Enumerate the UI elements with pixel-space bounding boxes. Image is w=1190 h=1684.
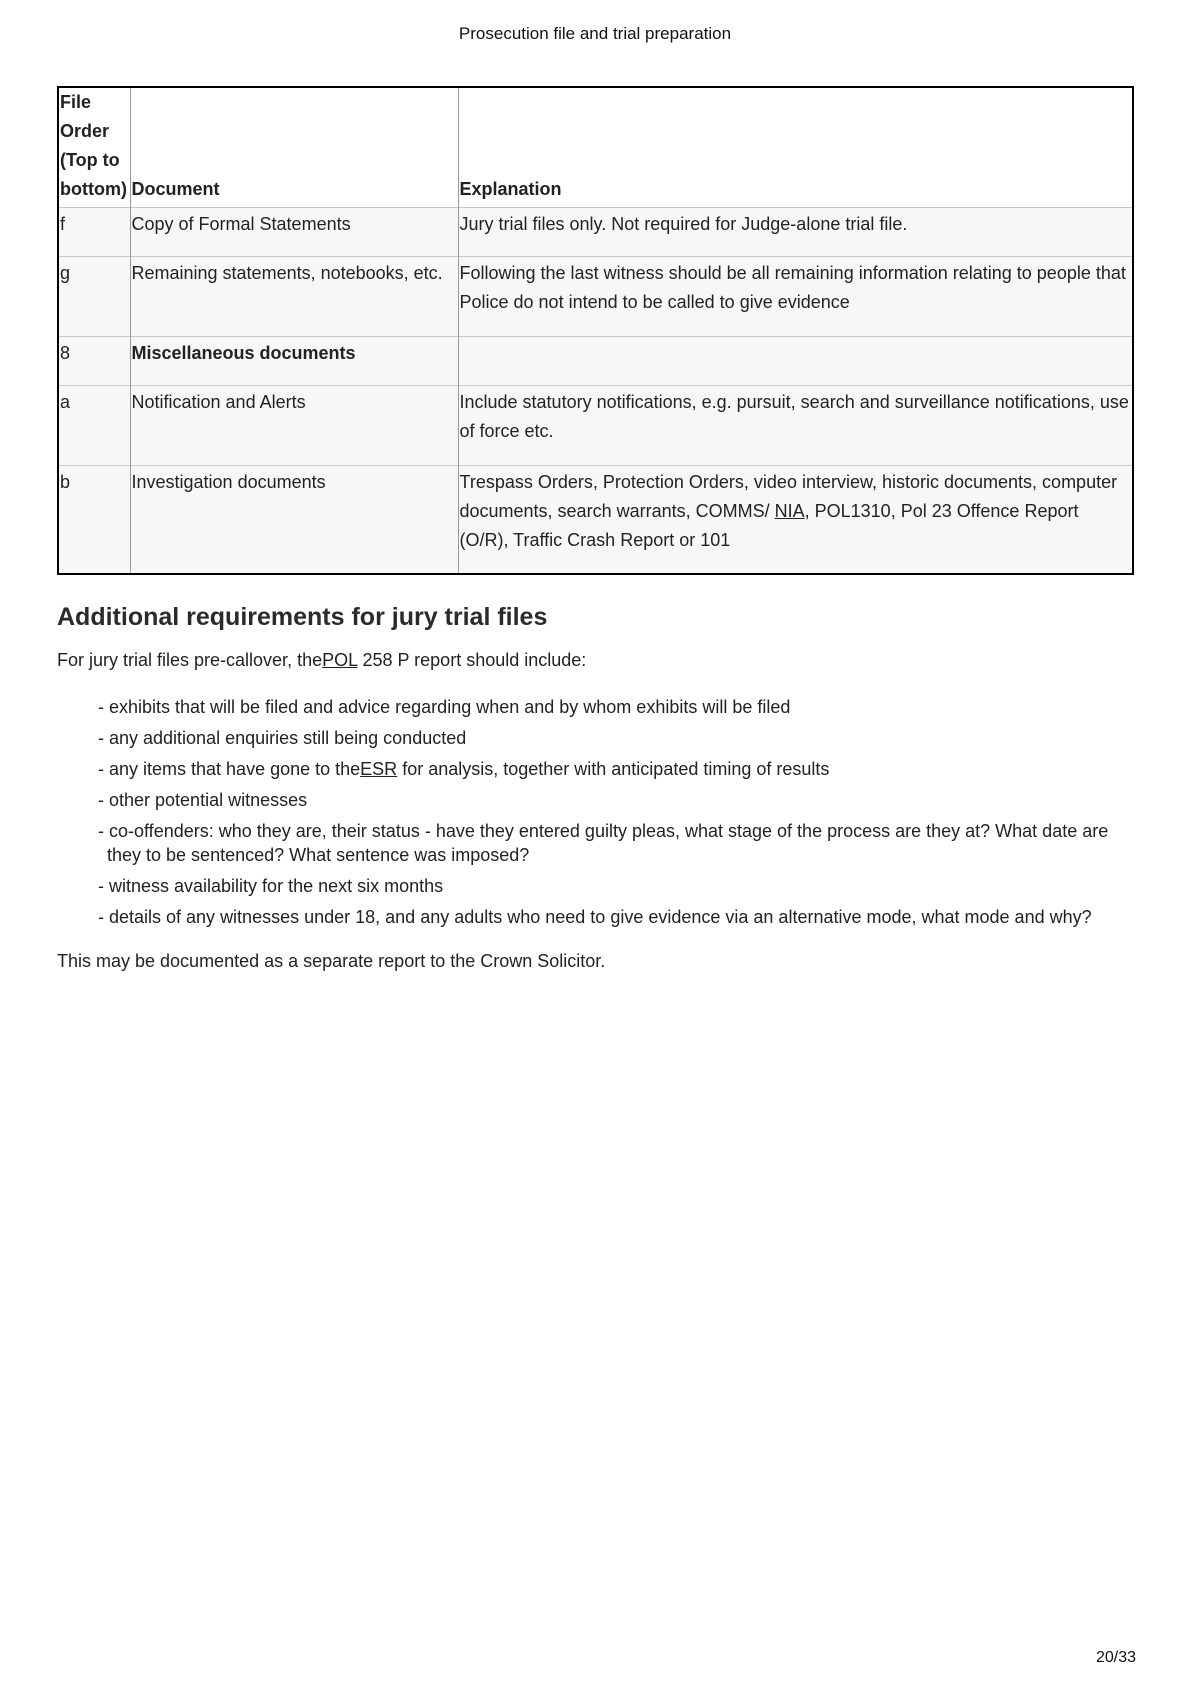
list-item-text: for analysis, together with anticipated timing of results [397, 759, 830, 779]
table-row [58, 337, 1133, 386]
document-cell: Remaining statements, notebooks, etc. [130, 257, 458, 337]
list-item: - details of any witnesses under 18, and any adults who need to give evidence via an alternative mode, what mode and why? [98, 907, 1092, 927]
list-item [98, 757, 1128, 781]
list-item: - other potential witnesses [98, 790, 308, 810]
column-header-document: Document [130, 87, 458, 208]
table-header-row [58, 87, 1133, 208]
table-row [58, 257, 1133, 337]
table-row [58, 208, 1133, 257]
page-number: 20/33 [1095, 1649, 1136, 1666]
intro-paragraph [57, 650, 586, 671]
list-item: - witness availability for the next six months [98, 876, 444, 896]
order-cell: 8 [58, 337, 130, 386]
document-cell: Investigation documents [130, 466, 458, 575]
closing-paragraph: This may be documented as a separate report to the Crown Solicitor. [57, 951, 606, 971]
explanation-cell [458, 337, 1133, 386]
list-item: - any additional enquiries still being conducted [98, 728, 467, 748]
explanation-cell: Following the last witness should be all remaining information relating to people that Police do not intend to be called to give evidence [458, 257, 1133, 337]
file-order-table [57, 86, 1134, 575]
document-cell: Copy of Formal Statements [130, 208, 458, 257]
column-header-file-order: File Order (Top to bottom) [58, 87, 130, 208]
intro-text: For jury trial files pre-callover, the [57, 650, 323, 670]
page-header: Prosecution file and trial preparation [458, 24, 732, 43]
intro-text: 258 P report should include: [357, 650, 587, 670]
esr-link[interactable]: ESR [360, 759, 398, 779]
document-cell: Miscellaneous documents [130, 337, 458, 386]
requirements-list [98, 695, 1128, 936]
section-heading: Additional requirements for jury trial files [57, 603, 548, 631]
order-cell: b [58, 466, 130, 575]
explanation-text: Trespass Orders, Protection Orders, video interview, historic documents, computer documents, search warrants, COMMS/ [459, 472, 1118, 521]
list-item: - exhibits that will be filed and advice regarding when and by whom exhibits will be filed [98, 697, 791, 717]
explanation-cell [458, 466, 1133, 575]
explanation-text: , POL1310, Pol 23 Offence Report (O/R), Traffic Crash Report or 101 [459, 501, 1079, 550]
list-item-text: - any items that have gone to the [98, 759, 361, 779]
order-cell: a [58, 386, 130, 466]
table-row [58, 466, 1133, 575]
order-cell: g [58, 257, 130, 337]
column-header-explanation: Explanation [458, 87, 1133, 208]
explanation-cell: Jury trial files only. Not required for Judge-alone trial file. [458, 208, 1133, 257]
list-item: - co-offenders: who they are, their status - have they entered guilty pleas, what stage of the process are they at? What date are they to be sentenced? What sentence was imposed? [98, 821, 1109, 865]
table-row [58, 386, 1133, 466]
pol-link[interactable]: POL [322, 650, 358, 670]
explanation-cell: Include statutory notifications, e.g. pursuit, search and surveillance notifications, use of force etc. [458, 386, 1133, 466]
document-cell: Notification and Alerts [130, 386, 458, 466]
nia-link[interactable]: NIA [774, 501, 805, 521]
order-cell: f [58, 208, 130, 257]
